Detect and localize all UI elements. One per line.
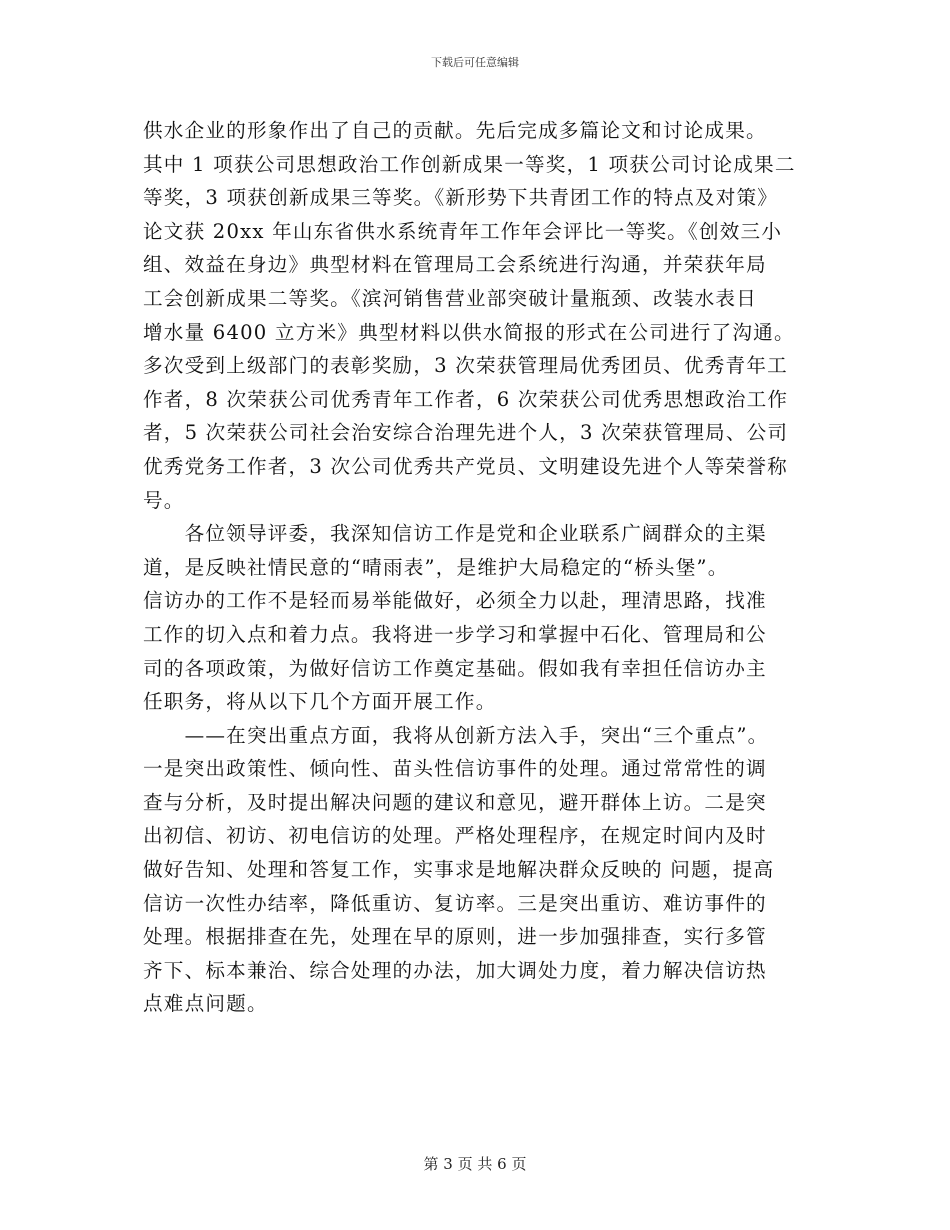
text-line: 信访一次性办结率，降低重访、复访率。三是突出重访、难访事件的 <box>143 891 767 915</box>
text-line: 各位领导评委，我深知信访工作是党和企业联系广阔群众的主渠 <box>143 522 767 546</box>
text-line: 者，5 次荣获公司社会治安综合治理先进个人，3 次荣获管理局、公司 <box>143 421 789 445</box>
text-line: 出初信、初访、初电信访的处理。严格处理程序，在规定时间内及时 <box>143 824 767 848</box>
text-line: 工作的切入点和着力点。我将进一步学习和掌握中石化、管理局和公 <box>143 622 767 646</box>
text-line: 查与分析，及时提出解决问题的建议和意见，避开群体上访。二是突 <box>143 790 767 814</box>
text-line: 司的各项政策，为做好信访工作奠定基础。假如我有幸担任信访办主 <box>143 656 767 680</box>
text-line: 信访办的工作不是轻而易举能做好，必须全力以赴，理清思路，找准 <box>143 589 767 613</box>
text-line: 处理。根据排查在先，处理在早的原则，进一步加强排查，实行多管 <box>143 925 767 949</box>
text-line: 工会创新成果二等奖。《滨河销售营业部突破计量瓶颈、改装水表日 <box>143 286 758 310</box>
text-line: 齐下、标本兼治、综合处理的办法，加大调处力度，着力解决信访热 <box>143 958 767 982</box>
text-line: 等奖，3 项获创新成果三等奖。《新形势下共青团工作的特点及对策》 <box>143 186 779 210</box>
text-line: 组、效益在身边》典型材料在管理局工会系统进行沟通，并荣获年局 <box>143 253 767 277</box>
text-line: 供水企业的形象作出了自己的贡献。先后完成多篇论文和讨论成果。 <box>143 119 767 142</box>
text-line: 多次受到上级部门的表彰奖励，3 次荣获管理局优秀团员、优秀青年工 <box>143 354 788 378</box>
page-number-footer: 第 3 页 共 6 页 <box>423 1155 527 1173</box>
text-line: 任职务，将从以下几个方面开展工作。 <box>143 690 497 714</box>
document-body <box>143 114 823 1021</box>
page-header-note: 下载后可任意编辑 <box>431 56 519 69</box>
text-line: 论文获 20xx 年山东省供水系统青年工作年会评比一等奖。《创效三小 <box>143 219 783 243</box>
text-line: 其中 1 项获公司思想政治工作创新成果一等奖，1 项获公司讨论成果二 <box>143 152 796 176</box>
text-line: 增水量 6400 立方米》典型材料以供水简报的形式在公司进行了沟通。 <box>143 320 795 344</box>
text-line: 做好告知、处理和答复工作，实事求是地解决群众反映的 问题，提高 <box>143 858 775 882</box>
text-line: 点难点问题。 <box>143 992 268 1016</box>
text-line: 一是突出政策性、倾向性、苗头性信访事件的处理。通过常常性的调 <box>143 757 767 781</box>
text-line: 道，是反映社情民意的“晴雨表”，是维护大局稳定的“桥头堡”。 <box>143 555 729 579</box>
text-line: 优秀党务工作者，3 次公司优秀共产党员、文明建设先进个人等荣誉称 <box>143 454 788 478</box>
text-line: 作者，8 次荣获公司优秀青年工作者，6 次荣获公司优秀思想政治工作 <box>143 387 789 411</box>
text-line: 号。 <box>143 488 185 512</box>
text-line: ——在突出重点方面，我将从创新方法入手，突出“三个重点”。 <box>143 723 769 747</box>
